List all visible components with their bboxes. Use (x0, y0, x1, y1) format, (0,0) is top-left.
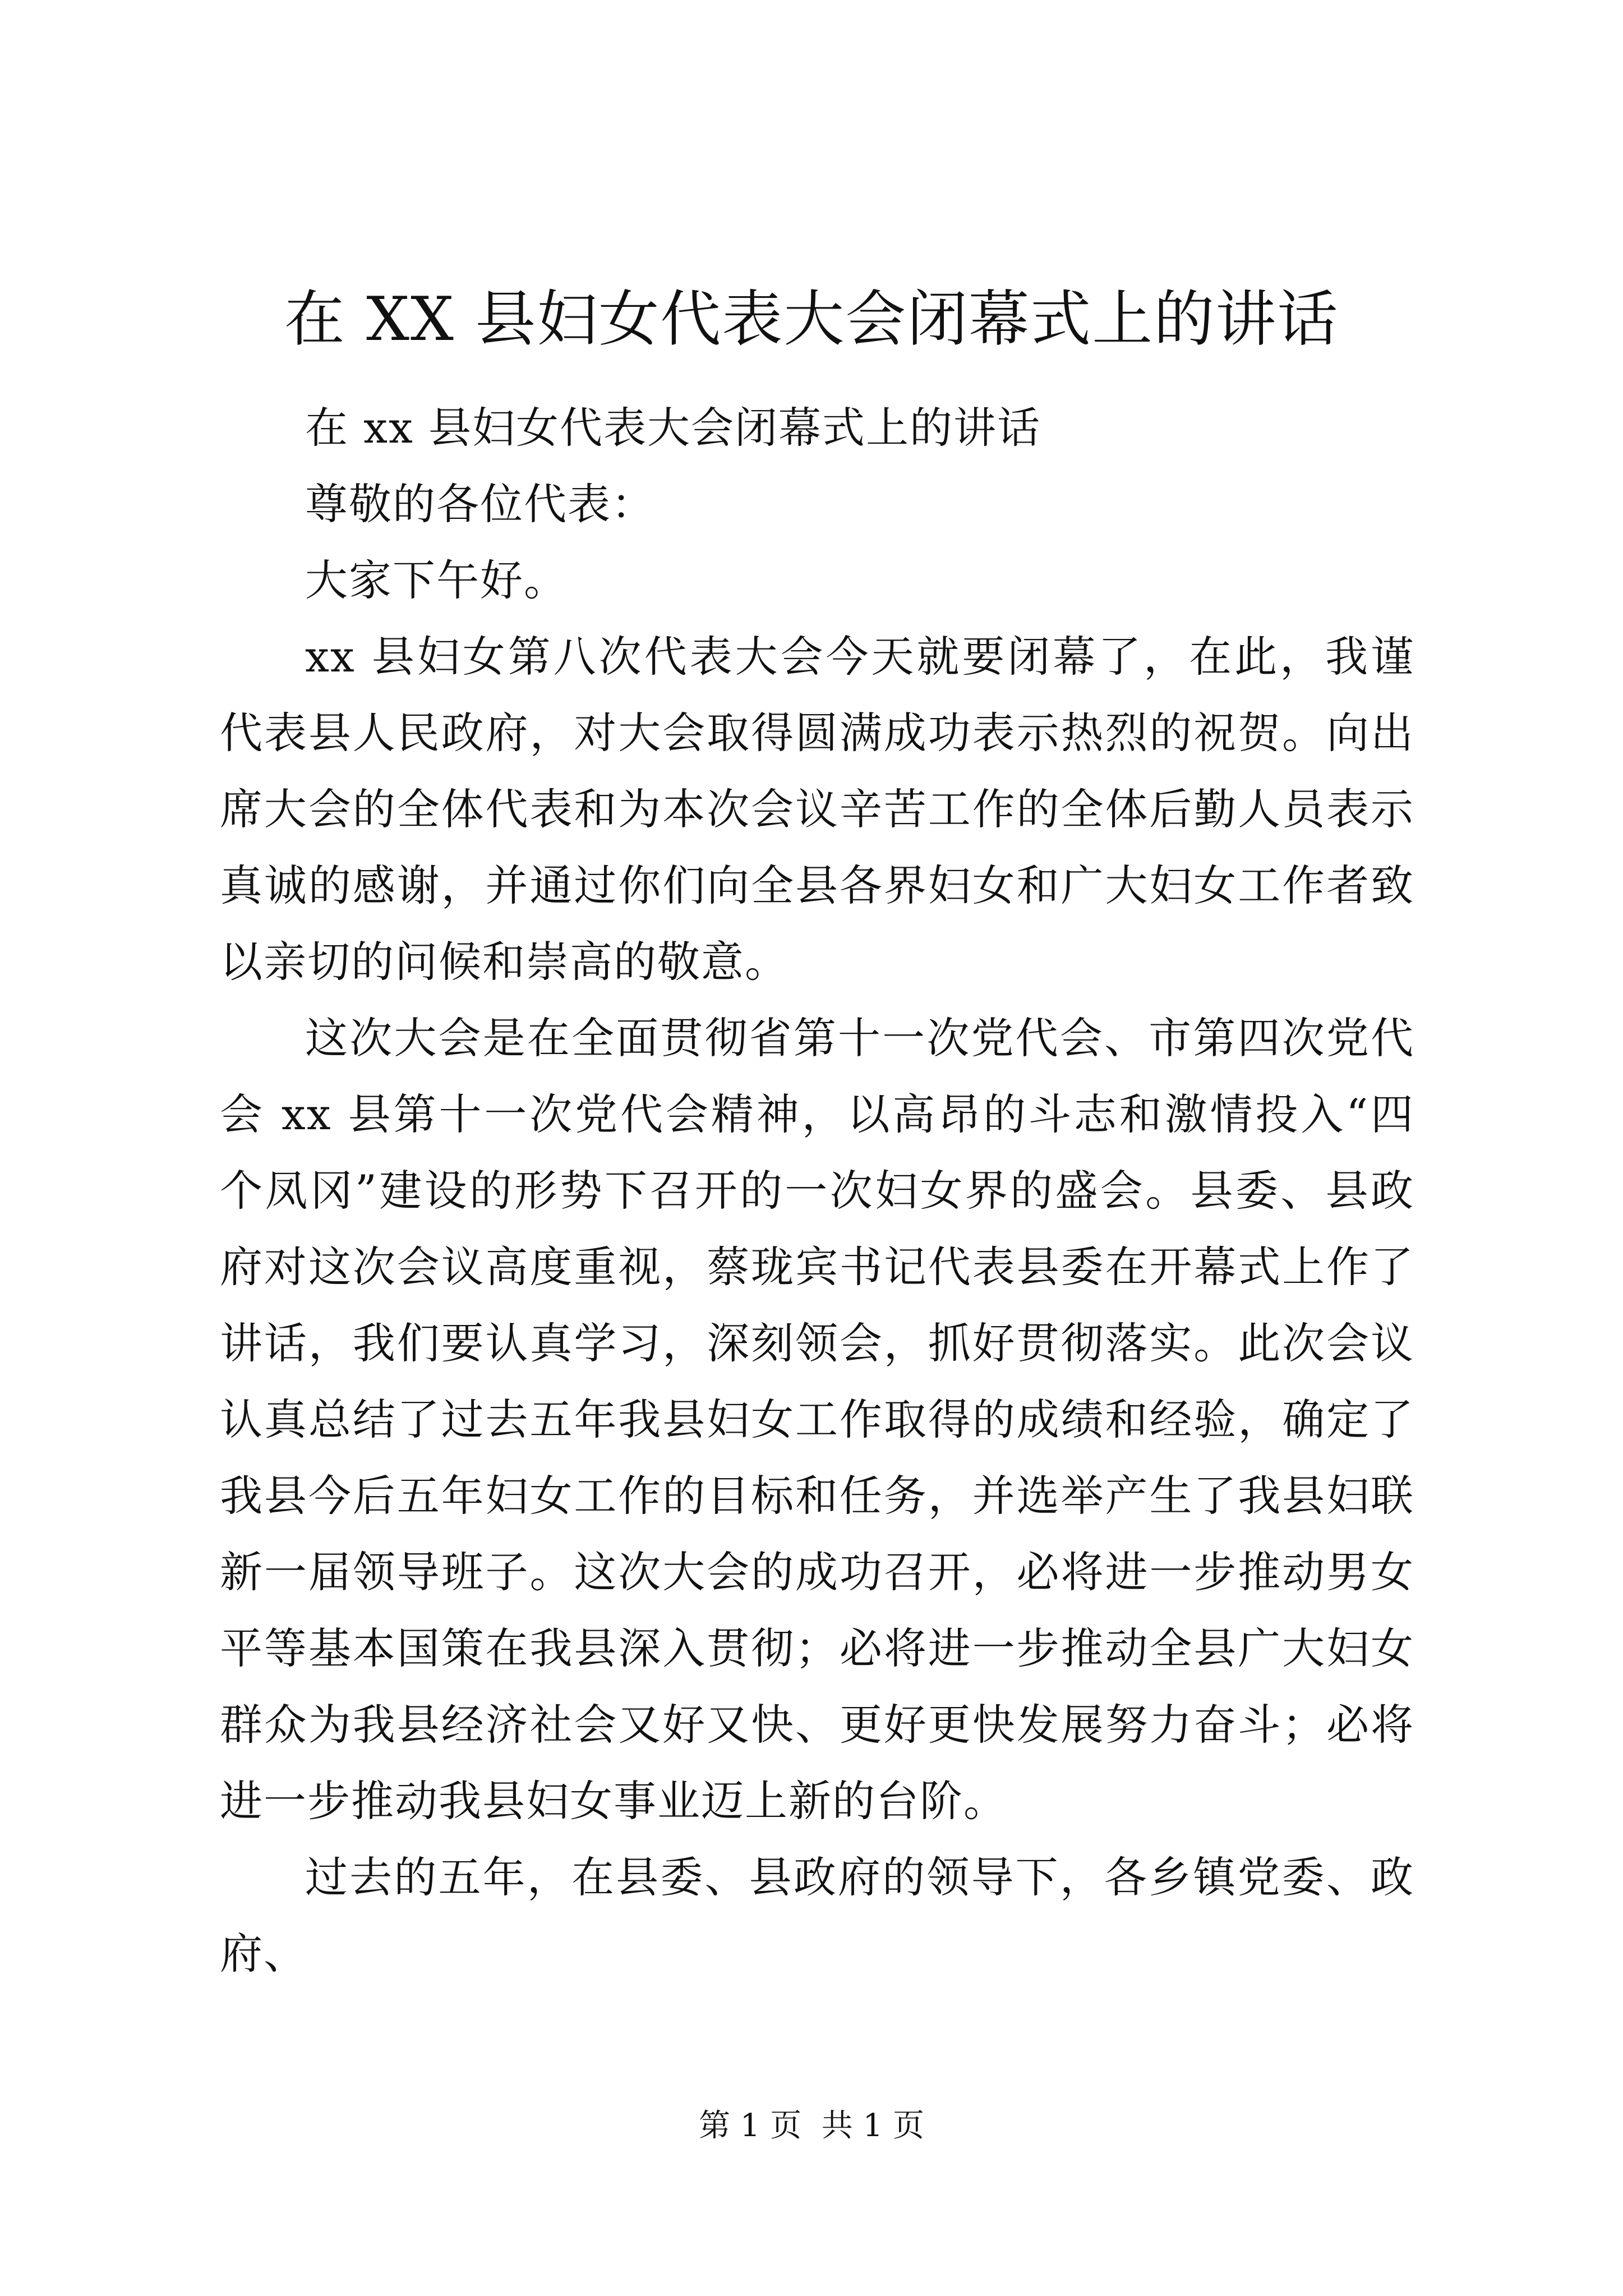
greeting-paragraph: 大家下午好。 (305, 555, 568, 605)
body-paragraph: 过去的五年，在县委、县政府的领导下，各乡镇党委、政府、 (220, 1852, 1414, 1978)
page-footer: 第 1 页 共 1 页 (698, 2108, 925, 2144)
body-paragraph: xx 县妇女第八次代表大会今天就要闭幕了，在此，我谨代表县人民政府，对大会取得圆满成功表示热烈的祝贺。向出席大会的全体代表和为本次会议辛苦工作的全体后勤人员表示真诚的感谢，并通过你们向全县各界妇女和广大妇女工作者致以亲切的问候和崇高的敬意。 (220, 632, 1414, 987)
body-paragraph: 这次大会是在全面贯彻省第十一次党代会、市第四次党代会 xx 县第十一次党代会精神，以高昂的斗志和激情投入“四个凤冈”建设的形势下召开的一次妇女界的盛会。县委、县政府对这次会议高度重视，蔡珑宾书记代表县委在开幕式上作了讲话，我们要认真学习，深刻领会，抓好贯彻落实。此次会议认真总结了过去五年我县妇女工作取得的成绩和经验，确定了我县今后五年妇女工作的目标和任务，并选举产生了我县妇联新一届领导班子。这次大会的成功召开，必将进一步推动男女平等基本国策在我县深入贯彻；必将进一步推动全县广大妇女群众为我县经济社会又好又快、更好更快发展努力奋斗；必将进一步推动我县妇女事业迈上新的台阶。 (220, 1013, 1414, 1826)
document-title: 在 XX 县妇女代表大会闭幕式上的讲话 (284, 284, 1339, 355)
subtitle-paragraph: 在 xx 县妇女代表大会闭幕式上的讲话 (305, 403, 1041, 453)
salutation-paragraph: 尊敬的各位代表： (305, 479, 655, 529)
document-body (220, 390, 1414, 1992)
